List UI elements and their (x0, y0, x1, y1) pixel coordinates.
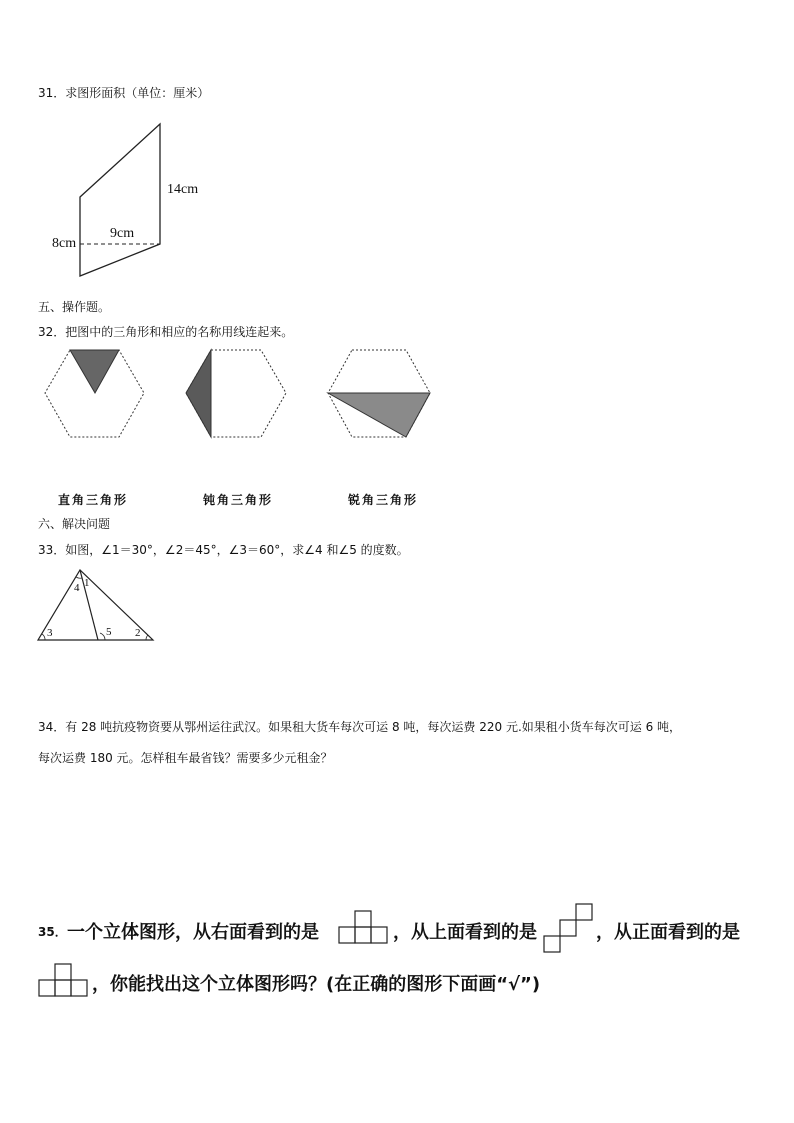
q35-number: 35． (38, 925, 67, 939)
q34-line2: 每次运费 180 元。怎样租车最省钱？需要多少元租金？ (38, 751, 333, 765)
angle-3-label: 3 (47, 627, 53, 639)
q35-part3: ，从正面看到的是 (596, 922, 740, 943)
angle-2-label: 2 (135, 627, 141, 639)
q32-title: 32．把图中的三角形和相应的名称用线连起来。 (38, 325, 294, 339)
angle-1-label: 1 (84, 577, 90, 589)
q33-title: 33．如图，∠1＝30°，∠2＝45°，∠3＝60°，求∠4 和∠5 的度数。 (38, 543, 409, 557)
section5-title: 五、操作题。 (38, 300, 111, 314)
name-acute-triangle: 锐角三角形 (348, 493, 419, 507)
name-right-triangle: 直角三角形 (58, 493, 129, 507)
q31-title: 31．求图形面积（单位：厘米） (38, 86, 210, 100)
angle-4-label: 4 (74, 582, 80, 594)
section6-title: 六、解决问题 (38, 517, 111, 531)
name-obtuse-triangle: 钝角三角形 (203, 493, 274, 507)
q35-part1: 一个立体图形，从右面看到的是 (67, 922, 319, 943)
label-14cm: 14cm (167, 182, 199, 197)
q35-part4: ，你能找出这个立体图形吗？(在正确的图形下面画“√”) (92, 974, 541, 995)
q35-part2: ，从上面看到的是 (393, 922, 537, 943)
q34-line1: 34．有 28 吨抗疫物资要从鄂州运往武汉。如果租大货车每次可运 8 吨，每次运费 220 元.如果租小货车每次可运 6 吨， (38, 720, 682, 734)
angle-5-label: 5 (106, 626, 112, 638)
label-9cm: 9cm (110, 226, 135, 241)
label-8cm: 8cm (52, 236, 77, 251)
